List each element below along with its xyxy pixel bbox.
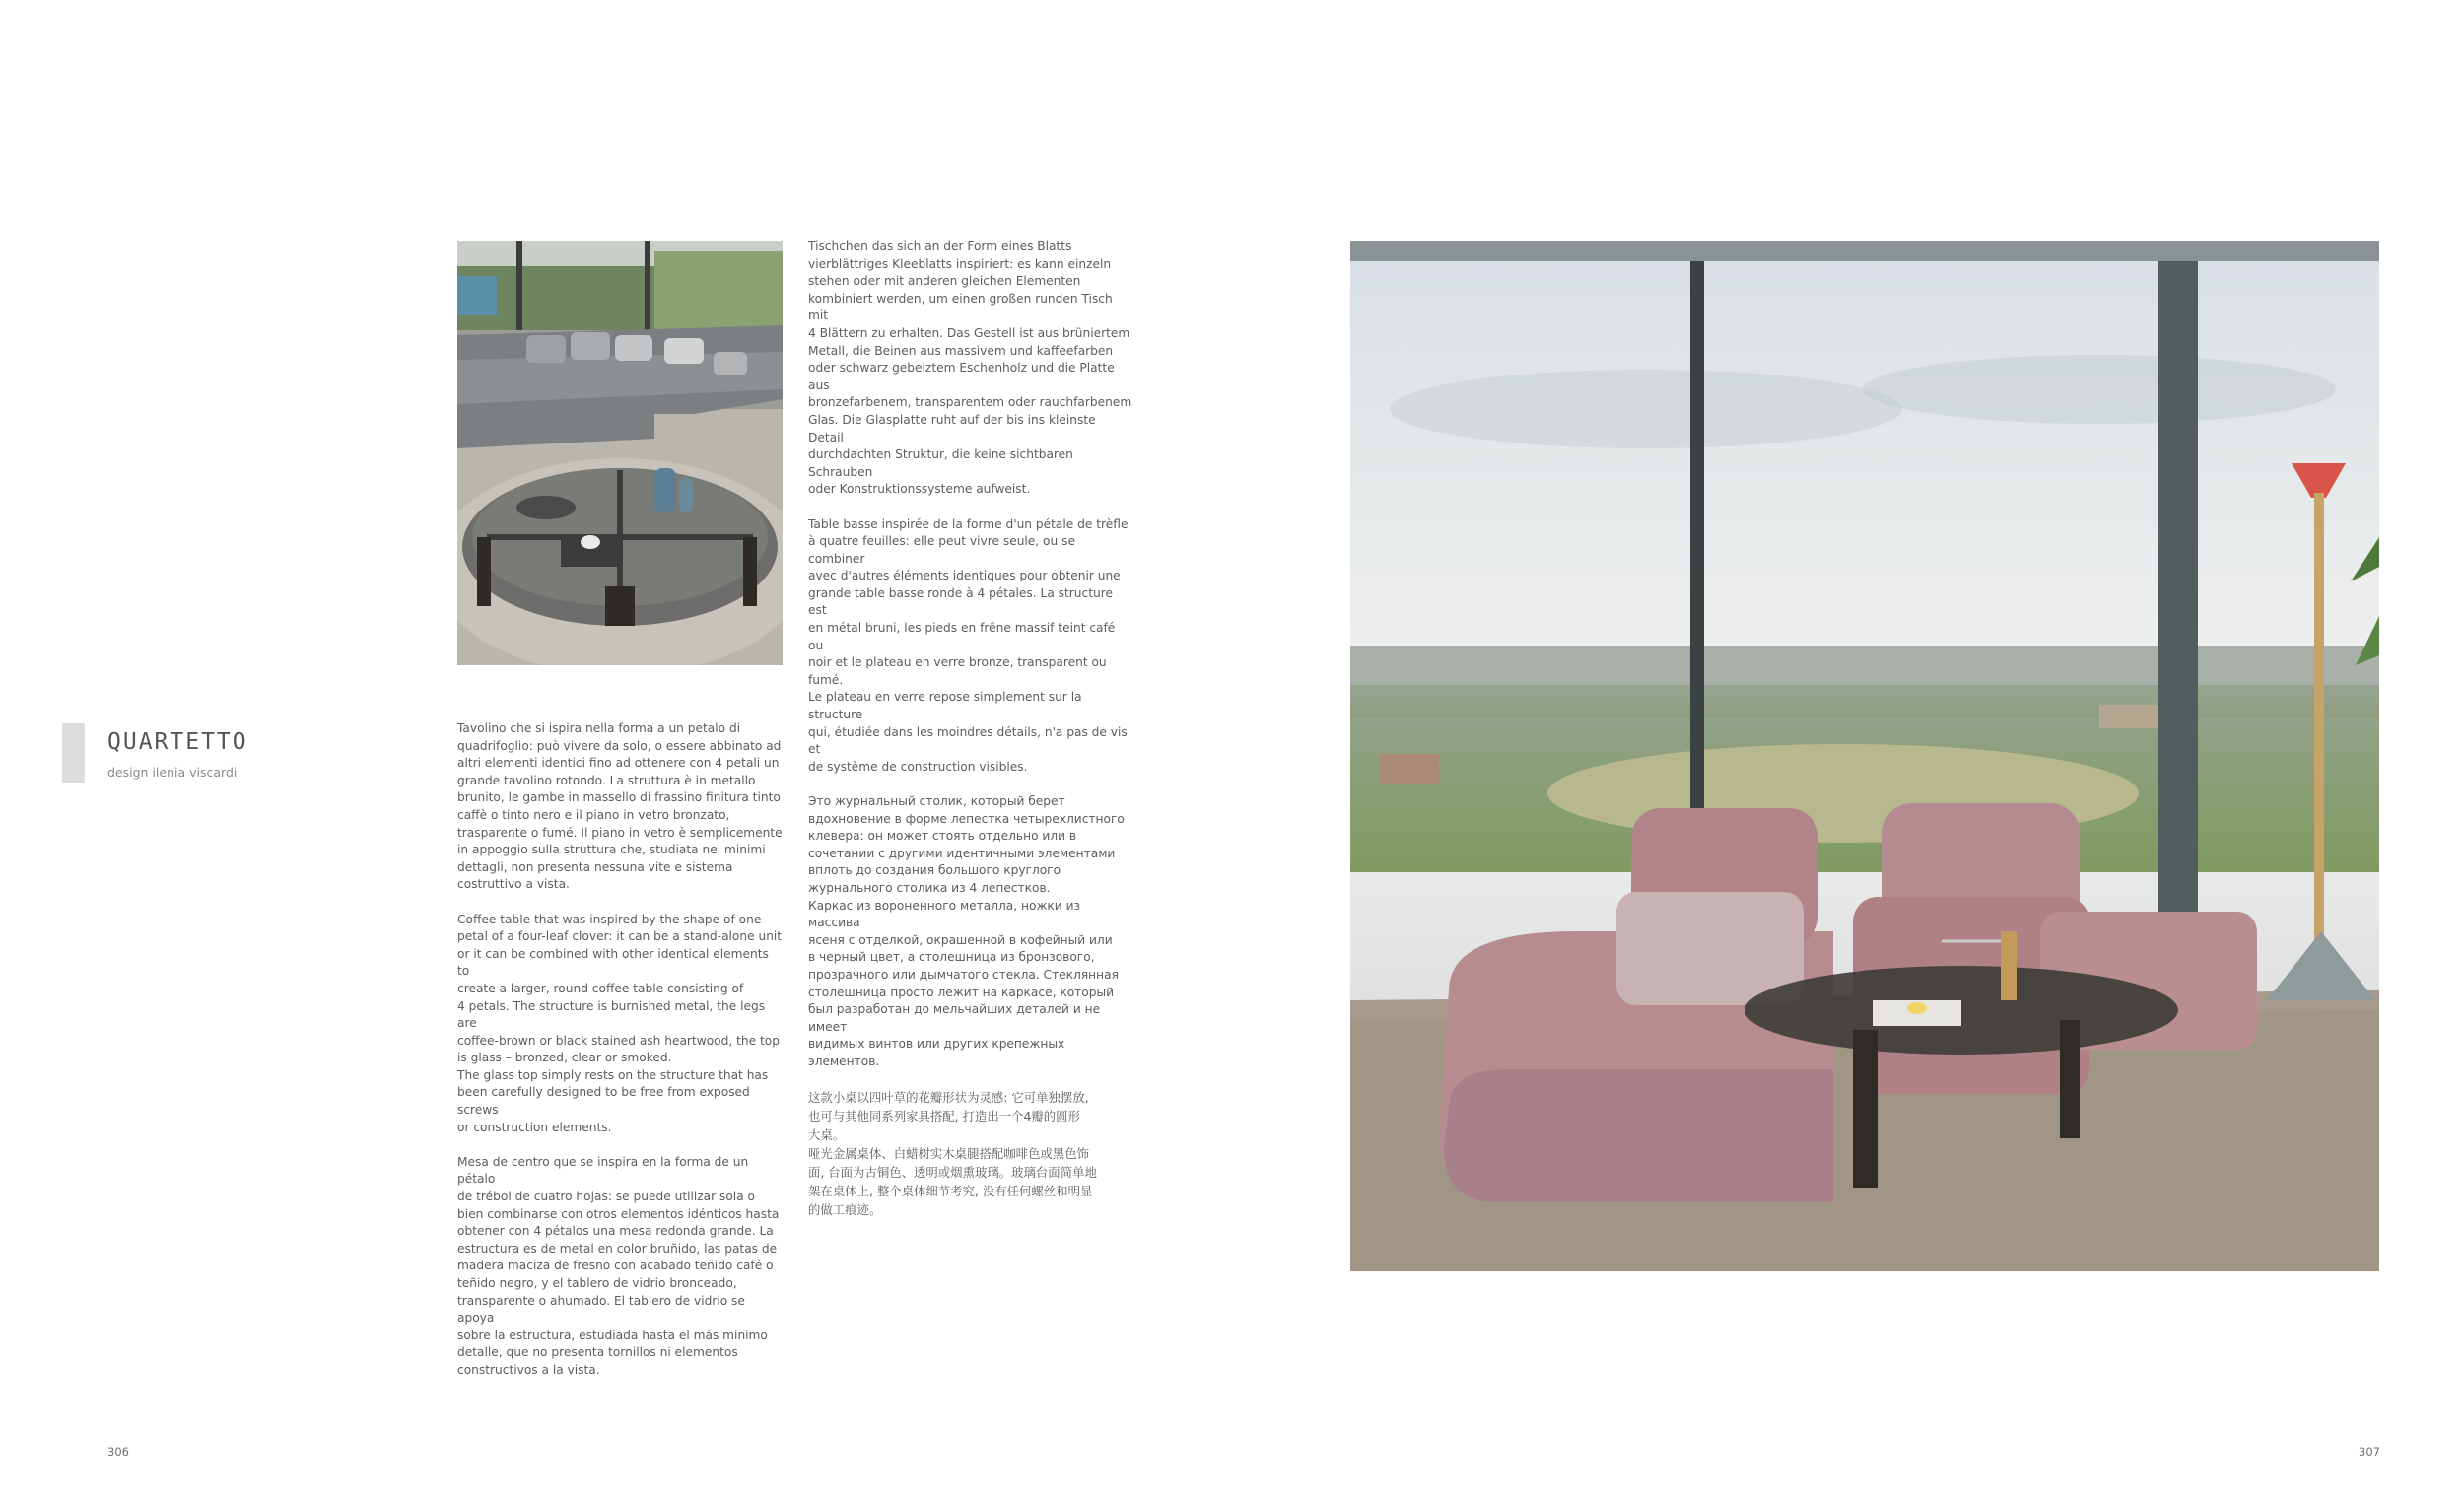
living-room-illustration [457,241,783,665]
text-column-left [457,720,783,1397]
description-italian: Tavolino che si ispira nella forma a un petalo di quadrifoglio: può vivere da solo, o essere abbinato ad altri elementi identici fino ad ottenere con 4 petali un grande tavolino rotondo. La struttura è in metallo brunito, le gambe in massello di frassino finitura tinto caffè o tinto nero e il piano in vetro bronzato, trasparente o fumé. Il piano in vetro è semplicemente in appoggio sulla struttura che, studiata nei minimi dettagli, non presenta nessuna vite e sistema costruttivo a vista. [457,721,783,892]
product-photo-small [457,241,783,665]
panoramic-room-illustration [1350,241,2379,1271]
description-spanish: Mesa de centro que se inspira en la forma de un pétalo de trébol de cuatro hojas: se puede utilizar sola o bien combinarse con otros elementos idénticos hasta obtener con 4 pétalos una mesa redonda grande. La estructura es de metal en color bruñido, las patas de madera maciza de fresno con acabado teñido café o teñido negro, y el tablero de vidrio bronceado, transparente o ahumado. El tablero de vidrio se apoya sobre la estructura, estudiada hasta el más mínimo detalle, que no presenta tornillos ni elementos constructivos a la vista. [457,1154,780,1377]
text-column-right [808,239,1133,1237]
page-number-left: 306 [107,1445,129,1459]
product-title: QUARTETTO [107,729,248,755]
product-photo-large [1350,241,2379,1271]
description-chinese: 这款小桌以四叶草的花瓣形状为灵感: 它可单独摆放, 也可与其他同系列家具搭配, 打造出一个4瓣的圆形 大桌。 哑光金属桌体、白蜡树实木桌腿搭配咖啡色或黑色饰 面, 台面为古铜色、透明或烟熏玻璃。玻璃台面简单地 架在桌体上, 整个桌体细节考究, 没有任何螺丝和明显 的做工痕迹。 [808,1090,1097,1218]
page-number-right: 307 [2359,1445,2380,1459]
product-designer: design ilenia viscardi [107,765,238,780]
description-russian: Это журнальный столик, который берет вдохновение в форме лепестка четырехлистного клевера: он может стоять отдельно или в сочетании с другими идентичными элементами вплоть до создания большого круглого журнального столика из 4 лепестков. Каркас из вороненного металла, ножки из массива ясеня с отделкой, окрашенной в кофейный или в черный цвет, а столешница из бронзового, прозрачного или дымчатого стекла. Стеклянная столешница просто лежит на каркасе, который был разработан до мельчайших деталей и не имеет видимых винтов или других крепежных элементов. [808,794,1125,1068]
description-german: Tischchen das sich an der Form eines Blatts vierblättriges Kleeblatts inspiriert: es kann einzeln stehen oder mit anderen gleichen Elementen kombiniert werden, um einen großen runden Tisch mit 4 Blättern zu erhalten. Das Gestell ist aus brüniertem Metall, die Beinen aus massivem und kaffeefarben oder schwarz gebeiztem Eschenholz und die Platte aus bronzefarbenem, transparentem oder rauchfarbenem Glas. Die Glasplatte ruht auf der bis ins kleinste Detail durchdachten Struktur, die keine sichtbaren Schrauben oder Konstruktionssysteme aufweist. [808,239,1132,497]
title-accent-bar [62,723,85,783]
description-french: Table basse inspirée de la forme d'un pétale de trèfle à quatre feuilles: elle peut vivre seule, ou se combiner avec d'autres éléments identiques pour obtenir une grande table basse ronde à 4 pétales. La structure est en métal bruni, les pieds en frêne massif teint café ou noir et le plateau en verre bronze, transparent ou fumé. Le plateau en verre repose simplement sur la structure qui, étudiée dans les moindres détails, n'a pas de vis et de système de construction visibles. [808,516,1129,774]
description-english: Coffee table that was inspired by the shape of one petal of a four-leaf clover: it can be a stand-alone unit or it can be combined with other identical elements to create a larger, round coffee table consisting of 4 petals. The structure is burnished metal, the legs are coffee-brown or black stained ash heartwood, the top is glass – bronzed, clear or smoked. The glass top simply rests on the structure that has been carefully designed to be free from exposed screws or construction elements. [457,912,783,1134]
